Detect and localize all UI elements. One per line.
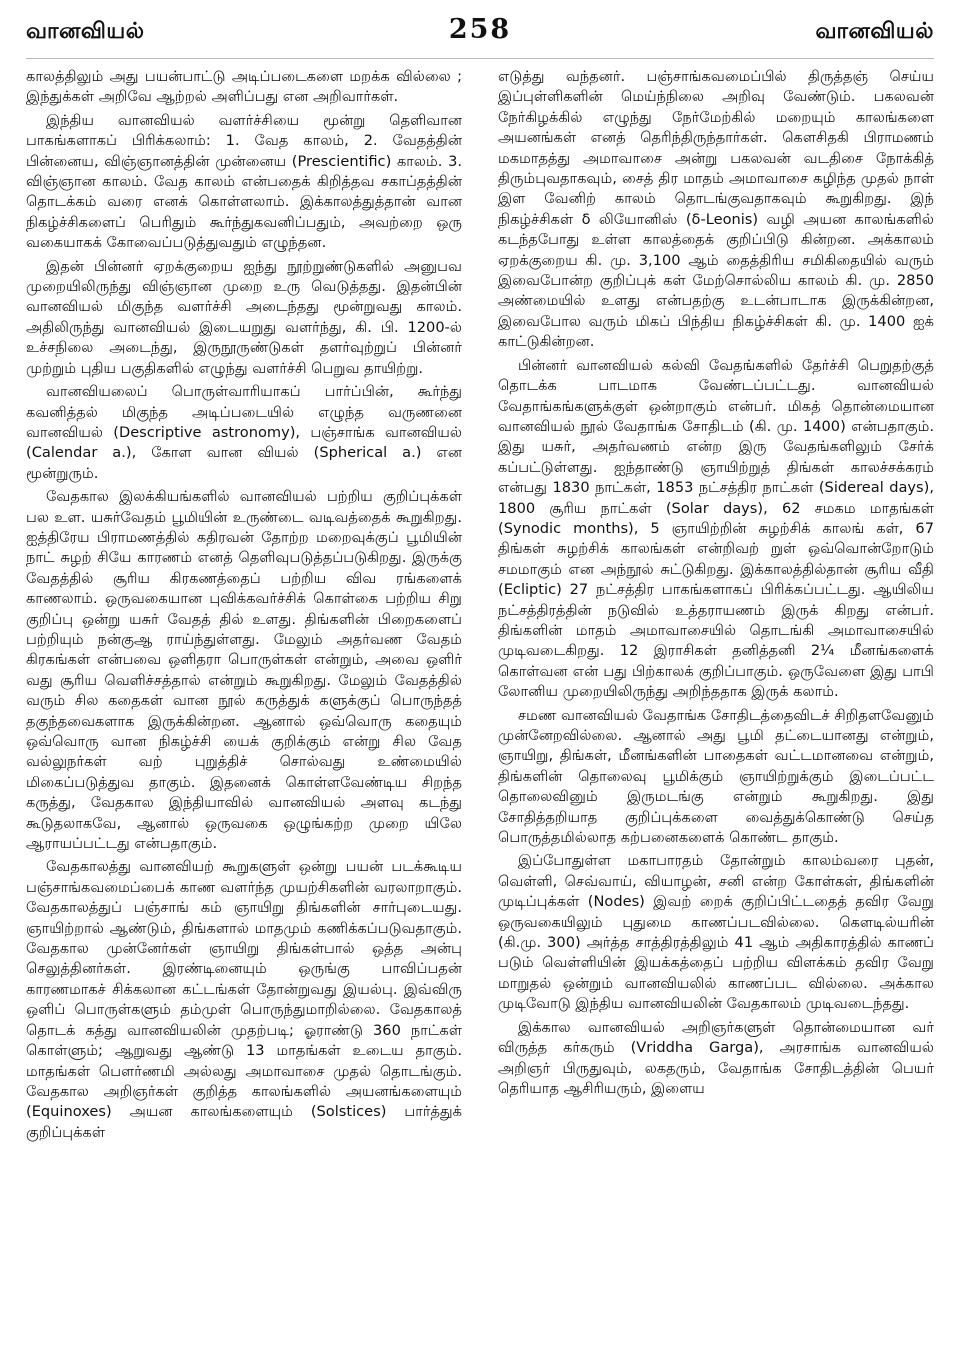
- paragraph: காலத்திலும் அது பயன்பாட்டு அடிப்படைகளை மறக்க வில்லை ; இந்துக்கள் அறிவே ஆற்றல் அளிப்பது என அறிவார்கள்.: [26, 68, 462, 106]
- page-number: 258: [448, 14, 512, 45]
- paragraph: இந்திய வானவியல் வளர்ச்சியை மூன்று தெளிவான பாகங்களாகப் பிரிக்கலாம்: 1. வேத காலம், 2. வேதத்தின் பின்னைய, விஞ்ஞானத்தின் முன்னைய (Prescientific) காலம். 3. விஞ்ஞான காலம். வேத காலம் என்பதைக் கிறித்தவ சகாப்தத்தின் தொடக்கம் வரை எனக் கொள்ளலாம். இக்காலத்துத்தான் வான நிகழ்ச்சிகளைப் பெரிதும் கூர்ந்துகவனிப்பதும், அவற்றை ஒரு வகையாகக் கோவைப்படுத்துவதும் எழுந்தன.: [26, 111, 462, 252]
- paragraph: இக்கால வானவியல் அறிஞர்களுள் தொன்மையான வர் விருத்த கர்கரும் (Vriddha Garga), அரசாங்க வானவியல் அறிஞர் பிருதுவும், லகதரும், வேதாங்க சோதிடத்தின் பெயர் தெரியாத ஆசிரியரும், இளைய: [498, 1018, 934, 1097]
- paragraph: சமண வானவியல் வேதாங்க சோதிடத்தைவிடச் சிறிதளவேனும் முன்னேறவில்லை. ஆனால் அது பூமி தட்டையானது என்றும், ஞாயிறு, திங்கள், மீனங்களின் பாதைகள் வட்டமானவை என்றும், திங்களின் தொலைவு பூமிக்கும் ஞாயிற்றுக்கும் இடைப்பட்ட தொலைவினும் இருமடங்கு என்றும் கூறுகிறது. இது சோதித்தறியாத குறிப்புக்களை வைத்துக்கொண்டு செய்த பொருத்தமில்லாத கற்பனைகளைக் கொண்ட தாகும்.: [498, 706, 934, 847]
- paragraph: இதன் பின்னர் ஏறக்குறைய ஐந்து நூற்றுண்டுகளில் அனுபவ முறையிலிருந்து விஞ்ஞான முறை உரு வெடுத்தது. இதன்பின் வானவியல் மிகுந்த வளர்ச்சி அடைந்தது மூன்றுவது காலம். அதிலிருந்து வானவியல் இடையறுது வளர்ந்து, கி. பி. 1200-ல் உச்சநிலை அடைந்து, இருநூருண்டுகள் தளர்வுற்றுப் பின்னர் முற்றும் புதிய பகுதிகளில் எழுந்து வளர்ச்சி பெறுவ தாயிற்று.: [26, 257, 462, 377]
- paragraph: வேதகாலத்து வானவியற் கூறுகளுள் ஒன்று பயன் படக்கூடிய பஞ்சாங்கவமைப்பைக் காண வளர்ந்த முயற்சிகளின் வரலாறாகும். வேதகாலத்துப் பஞ்சாங் கம் ஞாயிறு திங்களின் சார்புடையது. ஞாயிற்றால் ஆண்டும், திங்களால் மாதமும் கணிக்கப்படுவதாகும். வேதகால முன்னேர்கள் ஞாயிறு திங்கள்பால் ஒத்த அன்பு செலுத்தினர்கள். இரண்டினையும் ஒருங்கு பாவிப்பதன் காரணமாகச் சிக்கலான கட்டங்கள் தோன்றுவது இயல்பு. இவ்விரு ஒளிப் பொருள்களும் தம்முள் பொருந்துமாறில்லை. வேதகாலத் தொடக் கத்து வானவியலின் முதற்படி; ஓராண்டு 360 நாட்கள் கொள்ளும்; ஆறுவது ஆண்டு 13 மாதங்கள் உடைய தாகும். மாதங்கள் பௌர்ணமி அல்லது அமாவாசை முதல் தொடங்கும். வேதகால அறிஞர்கள் குறித்த காலங்களில் அயனங்களையும் (Equinoxes) அயன காலங்களையும் (Solstices) பார்த்துக் குறிப்புக்கள்: [26, 858, 462, 1141]
- text-columns: [26, 67, 934, 1357]
- paragraph: வேதகால இலக்கியங்களில் வானவியல் பற்றிய குறிப்புக்கள் பல உள. யசுர்வேதம் பூமியின் உருண்டை வடிவத்தைக் கூறுகிறது. ஐத்திரேய பிராமணத்தில் கதிரவன் தோற்ற மறைவுக்குப் பூமியின் நாட் சுழற் சியே காரணம் எனத் தெளிவுபடுத்தப்படுகிறது. இருக்கு வேதத்தில் சூரிய கிரகணத்தைப் பற்றிய விவ ரங்களைக் காணலாம். ஒருவகையான புவிக்கவர்ச்சிக் கொள்கை பற்றிய சிறு குறிப்பு ஒன்று யசுர் வேதத் தில் உளது. திங்களின் பிறைகளைப் பற்றியும் நன்குஆ ராய்ந்துள்ளது. மேலும் அதர்வண வேதம் கிரகங்கள் என்பவை ஒளிதரா பொருள்கள் என்றும், அவை ஒளிர் வது சூரிய வெளிச்சத்தால் என்றும் கூறுகிறது. மேலும் வேதத்தில் வரும் சில கதைகள் வான நூல் கருத்துக் களுக்குப் பொருந்தத் தகுந்தவைகளாக இருக்கின்றன. ஆனால் ஒவ்வொரு கதையும் ஒவ்வொரு வான நிகழ்ச்சி யைக் குறிக்கும் என்று சில வேத வல்லுநர்கள் வற் புறுத்திச் சொல்வது உண்மையில் மிகைப்படுத்துவ தாகும். இதனைக் கொள்ளவேண்டிய சிறந்த கருத்து, வேதகால இந்தியாவில் வானவியல் அளவு கடந்து கூடுதலாகவே, ஆனால் ஒருவகை ஒழுங்கற்ற முறை யிலே ஆராயப்பட்டது என்பதாகும்.: [26, 488, 462, 853]
- running-head: [26, 14, 934, 59]
- paragraph: இப்போதுள்ள மகாபாரதம் தோன்றும் காலம்வரை புதன், வெள்ளி, செவ்வாய், வியாழன், சனி என்ற கோள்கள், திங்களின் முடிப்புக்கள் (Nodes) இவற் றைக் குறிப்பிட்டதைத் தவிர வேறு ஒருவகையிலும் புதுமை காணப்படவில்லை. கௌடில்யரின் (கி.மு. 300) அர்த்த சாத்திரத்திலும் 41 ஆம் அதிகாரத்தில் காணப் படும் வெள்ளியின் இயக்கத்தைப் பற்றிய விளக்கம் தவிர வேறு மாறுதல் ஒன்றும் வானவியலில் காணப்பட வில்லை. அக்கால முடிவோடு இந்திய வானவியலின் வேதகாலம் முடிவடைந்தது.: [498, 852, 934, 1013]
- paragraph: வானவியலைப் பொருள்வாரியாகப் பார்ப்பின், கூர்ந்து கவனித்தல் மிகுந்த அடிப்படையில் எழுந்த வருணனை வானவியல் (Descriptive astronomy), பஞ்சாங்க வானவியல் (Calendar a.), கோள வான வியல் (Spherical a.) என மூன்றுரும்.: [26, 383, 462, 482]
- left-column: [26, 67, 462, 1357]
- running-head-right: வானவியல்: [815, 19, 934, 44]
- paragraph: பின்னர் வானவியல் கல்வி வேதங்களில் தேர்ச்சி பெறுதற்குத் தொடக்க பாடமாக வேண்டப்பட்டது. வானவியல் வேதாங்கங்களுக்குள் ஒன்றாகும் என்பர். மிகத் தொன்மையான வானவியல் நூல் வேதாங்க சோதிடம் (கி. மு. 1400) என்பதாகும். இது யசுர், அதர்வணம் என்ற இரு வேதங்களிலும் சேர்க் கப்பட்டுள்ளது. ஐந்தாண்டு ஞாயிற்றுத் திங்கள் காலச்சக்கரம் என்பது 1830 நாட்கள், 1853 நட்சத்திர நாட்கள் (Sidereal days), 1800 சூரிய நாட்கள் (Solar days), 62 சமகம மாதங்கள் (Synodic months), 5 ஞாயிற்றின் சுழற்சிக் காலங் கள், 67 திங்கள் சுழற்சிக் காலங்கள் என்றிவற் றுள் ஒவ்வொன்றோடும் சமமாகும் என அந்நூல் சுட்டுகிறது. இக்காலத்தில்தான் சூரிய வீதி (Ecliptic) 27 நட்சத்திர பாகங்களாகப் பிரிக்கப்பட்டது. ஆயிலிய நட்சத்திரத்தின் நடுவில் உத்தராயணம் இருக் கிறது என்பர். திங்களின் மாதம் அமாவாசையில் தொடங்கி அமாவாசையில் முடிவடைகிறது. 12 இராசிகள் தனித்தனி 2¼ மீனங்களைக் கொள்வன என் பது பிற்காலக் குறிப்பாகும். ஒருவேளை இது பாபி லோனிய முறையிலிருந்து அறிந்ததாக இருக் கலாம்.: [498, 356, 934, 701]
- paragraph: எடுத்து வந்தனர். பஞ்சாங்கவமைப்பில் திருத்தஞ் செய்ய இப்புள்ளிகளின் மெய்ந்நிலை அறிவு வேண்டும். பகலவன் நேர்கிழக்கில் எழுந்து நேர்மேற்கில் மறையும் காலங்களை அயனங்கள் எனத் தெரிந்திருந்தார்கள். கௌசிதகி பிராமணம் மகமாதத்து அமாவாசை அன்று பகலவன் வடதிசை நோக்கித் திரும்புவதாகவும், சைத் திர மாதம் அமாவாசை கழிந்த முதல் நாள் இள வேனிற் காலம் தொடங்குவதாகவும் கூறுகிறது. இந் நிகழ்ச்சிகள் δ லியோனிஸ் (δ-Leonis) வழி அயன காலங்களில் கடந்தபோது உள்ள காலத்தைக் குறிப்பிடு கின்றன. அக்காலம் ஏறக்குறைய கி. மு. 3,100 ஆம் தைத்திரிய சமிகிதையில் வரும் இவைபோன்ற குறிப்புக் கள் மேற்சொல்லிய காலம் கி. மு. 2850 அண்மையில் உளது என்பதற்கு உடன்பாடாக இருக்கின்றன, இவைபோல வரும் மிகப் பிந்திய நிகழ்ச்சிகள் கி. மு. 1400 ஐக் காட்டுகின்றன.: [498, 68, 934, 351]
- running-head-left: வானவியல்: [26, 19, 145, 44]
- right-column: [498, 67, 934, 1357]
